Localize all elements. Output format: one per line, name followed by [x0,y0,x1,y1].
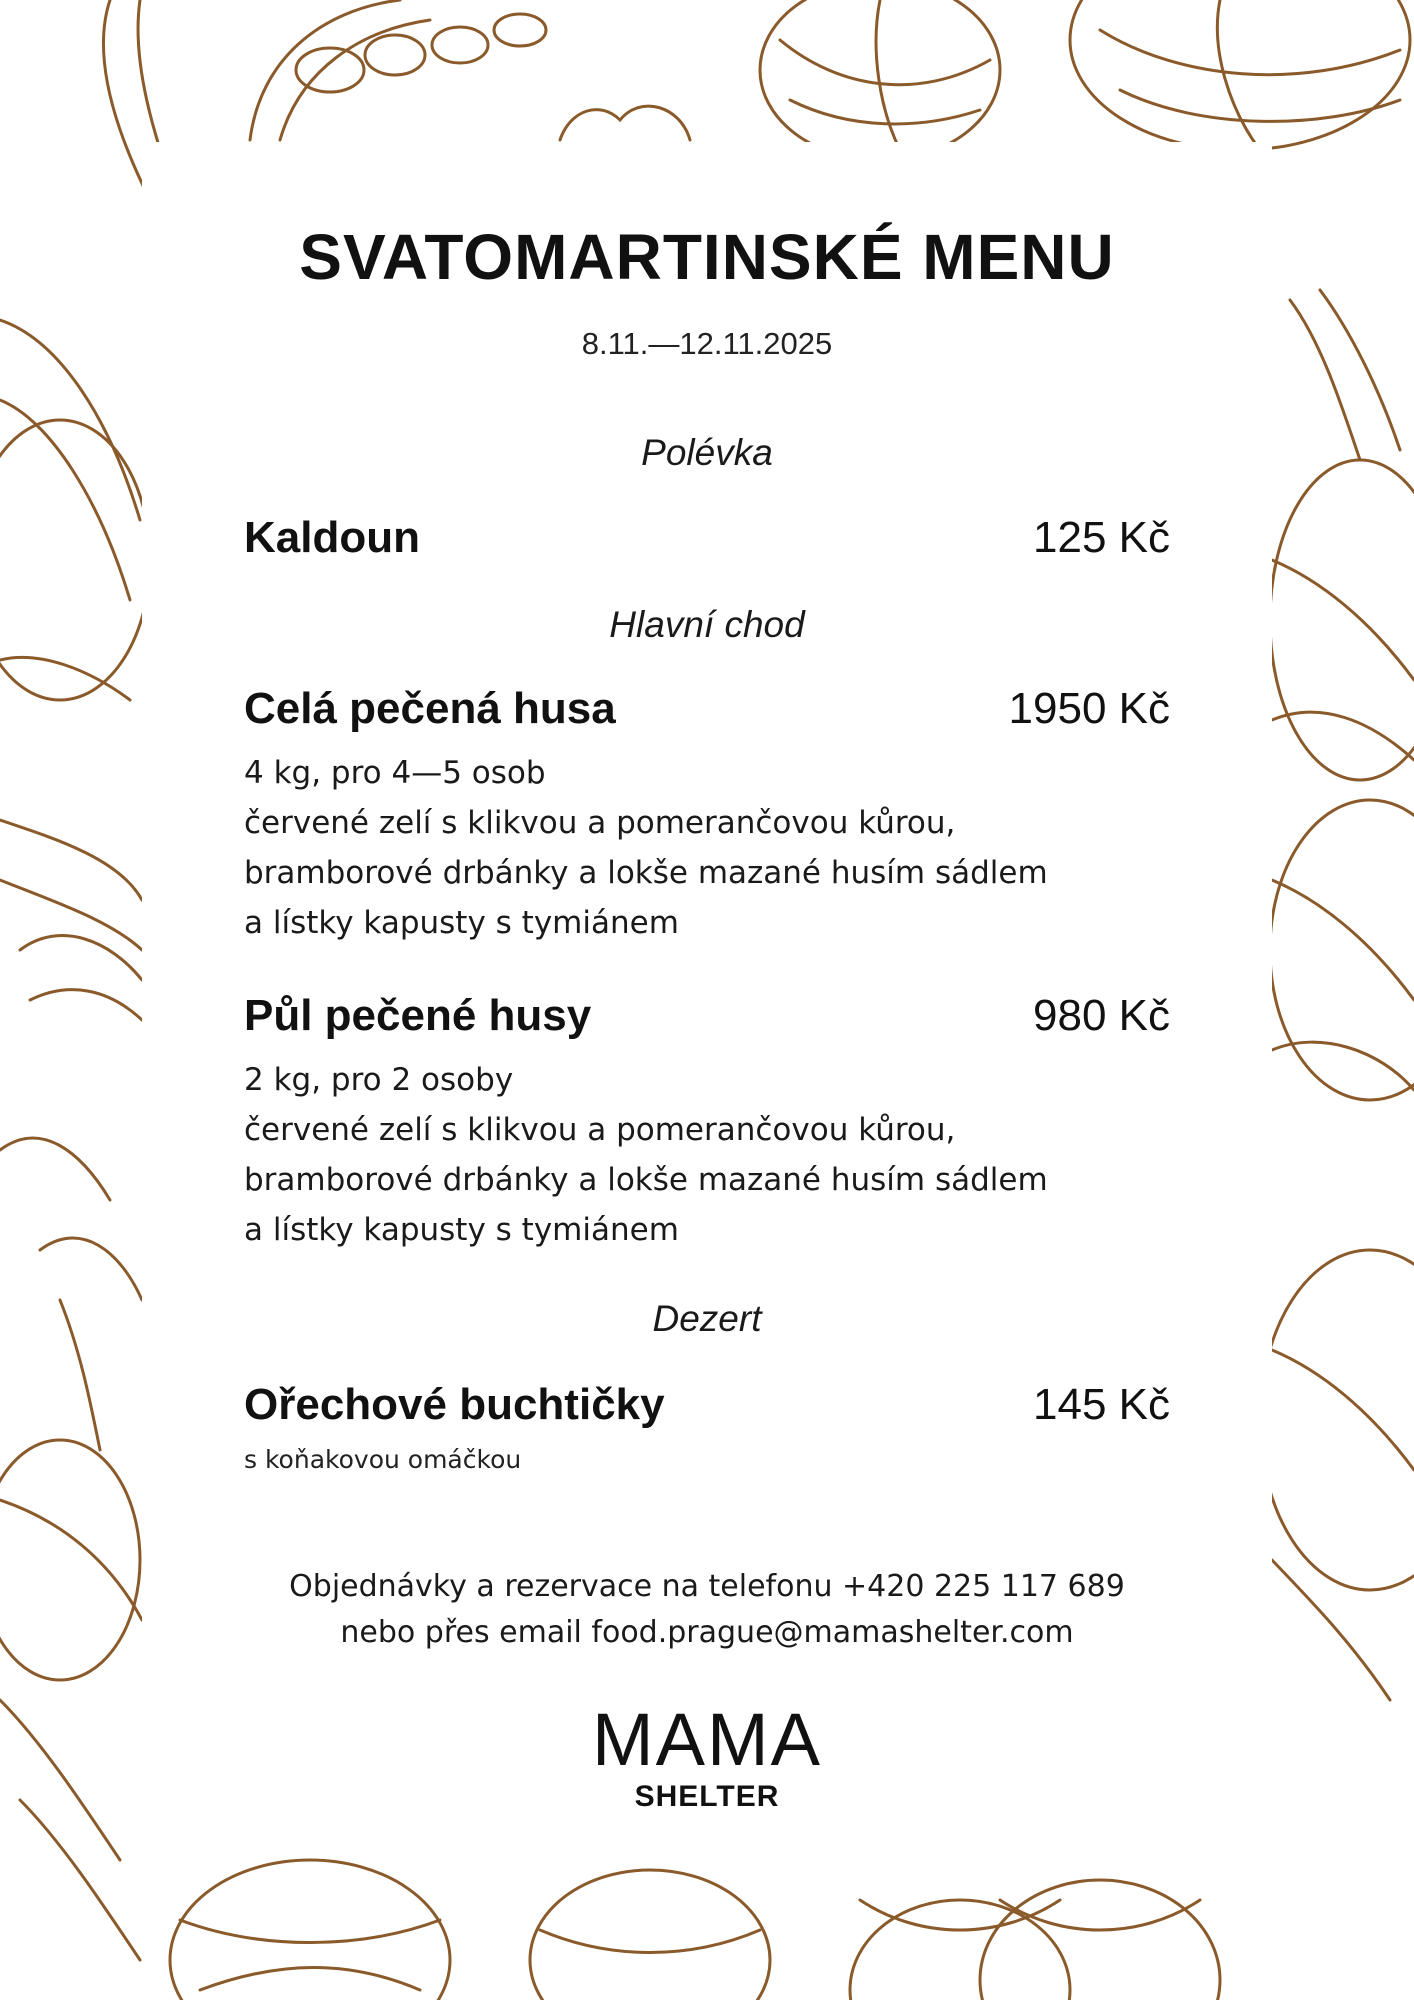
desc-line: 4 kg, pro 4—5 osob [244,755,546,791]
section-dessert-label: Dezert [652,1298,762,1339]
mama-shelter-logo [0,1700,1414,1814]
item-name-half-goose: Půl pečené husy [244,991,592,1040]
contact-email-line: nebo přes email food.prague@mamashelter.com [340,1615,1074,1650]
desc-line: a lístky kapusty s tymiánem [244,1212,679,1248]
logo-sub-text: SHELTER [634,1780,780,1813]
desc-line: červené zelí s klikvou a pomerančovou kůrou, [244,805,956,841]
section-soup-label: Polévka [641,432,773,473]
item-name-whole-goose: Celá pečená husa [244,684,616,733]
item-price-kaldoun: 125 Kč [1033,513,1170,562]
item-price-half-goose: 980 Kč [1033,991,1170,1040]
item-price-whole-goose: 1950 Kč [1008,684,1170,733]
item-name-kaldoun: Kaldoun [244,513,420,562]
contact-phone-line: Objednávky a rezervace na telefonu +420 225 117 689 [289,1569,1125,1604]
contact-info [0,1564,1414,1656]
item-name-nut-buns: Ořechové buchtičky [244,1380,665,1429]
logo-main-text: MAMA [592,1698,822,1781]
desc-line: bramborové drbánky a lokše mazané husím sádlem [244,855,1048,891]
menu-title: SVATOMARTINSKÉ MENU [299,221,1115,293]
desc-line: a lístky kapusty s tymiánem [244,905,679,941]
desc-line: červené zelí s klikvou a pomerančovou kůrou, [244,1112,956,1148]
menu-dates: 8.11.—12.11.2025 [581,326,833,361]
section-main-label: Hlavní chod [609,604,805,645]
desc-line: bramborové drbánky a lokše mazané husím sádlem [244,1162,1048,1198]
item-desc-half-goose [244,1055,1204,1255]
item-price-nut-buns: 145 Kč [1033,1380,1170,1429]
item-note-nut-buns: s koňakovou omáčkou [244,1445,522,1474]
desc-line: 2 kg, pro 2 osoby [244,1062,514,1098]
item-desc-whole-goose [244,748,1204,948]
